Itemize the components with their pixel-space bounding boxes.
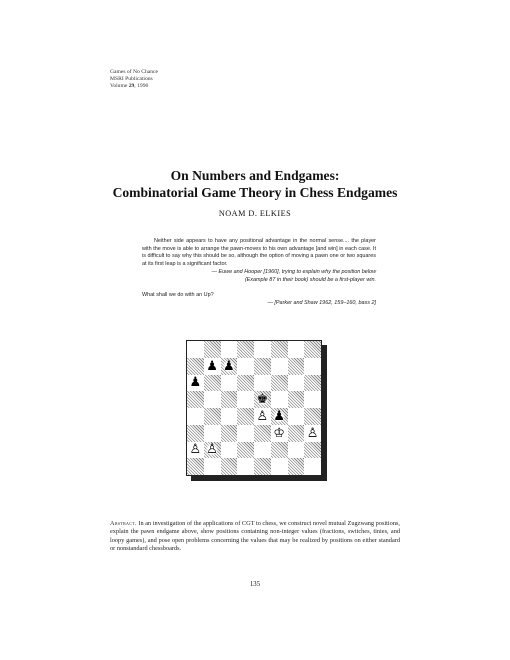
board-square bbox=[221, 458, 238, 475]
board-square bbox=[288, 358, 305, 375]
page-number: 135 bbox=[249, 581, 261, 588]
board-square bbox=[237, 358, 254, 375]
white-pawn-icon: ♙ bbox=[256, 408, 269, 424]
board-square bbox=[288, 341, 305, 358]
black-pawn-icon: ♟ bbox=[273, 408, 285, 424]
board-square bbox=[271, 458, 288, 475]
board-square bbox=[254, 391, 271, 408]
board-square bbox=[221, 358, 238, 375]
board-square bbox=[288, 375, 305, 392]
board-square bbox=[187, 442, 204, 459]
board-square bbox=[221, 375, 238, 392]
board-square bbox=[271, 425, 288, 442]
board-square bbox=[288, 425, 305, 442]
white-pawn-icon: ♙ bbox=[189, 442, 202, 458]
title-line-2: Combinatorial Game Theory in Chess Endgames bbox=[112, 185, 398, 200]
epigraph-attribution-2: — [Parker and Shaw 1962, 159–160, bass 2] bbox=[267, 300, 376, 307]
board-square bbox=[288, 408, 305, 425]
board-square bbox=[204, 358, 221, 375]
abstract bbox=[110, 520, 400, 554]
board-square bbox=[187, 375, 204, 392]
board-square bbox=[237, 375, 254, 392]
board-square bbox=[187, 391, 204, 408]
series-name: Games of No Chance bbox=[110, 69, 158, 75]
board-square bbox=[187, 358, 204, 375]
white-pawn-icon: ♙ bbox=[206, 442, 218, 458]
publication-header bbox=[110, 69, 158, 90]
board-square bbox=[304, 408, 321, 425]
board-square bbox=[237, 458, 254, 475]
board-square bbox=[204, 375, 221, 392]
board-square bbox=[304, 391, 321, 408]
publisher-name: MSRI Publications bbox=[110, 76, 153, 82]
epigraph-quote-2: What shall we do with an Up? bbox=[142, 291, 214, 298]
volume-number: 29 bbox=[128, 83, 135, 89]
board-square bbox=[271, 391, 288, 408]
board-square bbox=[254, 458, 271, 475]
board-square bbox=[304, 458, 321, 475]
board-square bbox=[237, 442, 254, 459]
title-line-1: On Numbers and Endgames: bbox=[170, 168, 340, 183]
board-square bbox=[187, 425, 204, 442]
board-square bbox=[304, 358, 321, 375]
board-square bbox=[271, 341, 288, 358]
board-square bbox=[271, 442, 288, 459]
epigraph-attribution-1b: (Example 87 in their book) should be a first-player win. bbox=[244, 276, 376, 283]
board-square bbox=[204, 408, 221, 425]
board-square bbox=[271, 358, 288, 375]
board-square bbox=[204, 341, 221, 358]
board-square bbox=[187, 458, 204, 475]
volume-line: Volume 29, 1996 bbox=[110, 83, 149, 89]
board-square bbox=[204, 391, 221, 408]
epigraph bbox=[142, 238, 376, 308]
board-square bbox=[254, 358, 271, 375]
board-square bbox=[204, 458, 221, 475]
abstract-text: In an investigation of the applications of CGT to chess, we construct novel mutual Zugzwang positions, explain the pawn endgame above, show positions containing non-integer values (fractions, switches, tinies, and loopy games), and pose open problems concerning the values that may be realized by positions on either standard or nonstandard chessboards. bbox=[110, 520, 400, 553]
board-square bbox=[237, 341, 254, 358]
board-square bbox=[237, 408, 254, 425]
board-square bbox=[304, 442, 321, 459]
white-king-icon: ♔ bbox=[273, 425, 285, 441]
chessboard bbox=[186, 340, 322, 476]
black-king-icon: ♚ bbox=[256, 392, 269, 408]
board-square bbox=[187, 341, 204, 358]
white-pawn-icon: ♙ bbox=[306, 425, 319, 441]
board-square bbox=[304, 341, 321, 358]
board-square bbox=[237, 391, 254, 408]
board-square bbox=[204, 425, 221, 442]
board-square bbox=[221, 341, 238, 358]
chess-diagram bbox=[186, 340, 322, 476]
epigraph-quote-1: Neither side appears to have any positional advantage in the normal sense.... the player with the move is able to arrange the pawn-moves to his own advantage [and win] in each case. It is difficult to say why this should be so, although the option of moving a pawn one or two squares at its first leap is a significant factor. bbox=[142, 238, 376, 267]
board-square bbox=[187, 408, 204, 425]
board-square bbox=[254, 375, 271, 392]
board-square bbox=[221, 425, 238, 442]
board-square bbox=[271, 375, 288, 392]
board-square bbox=[288, 442, 305, 459]
board-square bbox=[271, 408, 288, 425]
board-square bbox=[254, 341, 271, 358]
abstract-label: Abstract. bbox=[110, 520, 137, 527]
board-square bbox=[288, 391, 305, 408]
board-square bbox=[204, 442, 221, 459]
board-square bbox=[254, 442, 271, 459]
author-name: NOAM D. ELKIES bbox=[218, 209, 292, 218]
board-square bbox=[304, 425, 321, 442]
black-pawn-icon: ♟ bbox=[223, 358, 235, 374]
board-square bbox=[221, 442, 238, 459]
board-square bbox=[221, 391, 238, 408]
board-square bbox=[221, 408, 238, 425]
black-pawn-icon: ♟ bbox=[206, 358, 218, 374]
board-square bbox=[304, 375, 321, 392]
black-pawn-icon: ♟ bbox=[189, 375, 202, 391]
board-square bbox=[237, 425, 254, 442]
board-square bbox=[254, 425, 271, 442]
board-square bbox=[288, 458, 305, 475]
epigraph-attribution-1a: — Euwe and Hooper [1960], trying to explain why the position below bbox=[211, 269, 376, 276]
board-square bbox=[254, 408, 271, 425]
paper-title bbox=[0, 167, 510, 201]
